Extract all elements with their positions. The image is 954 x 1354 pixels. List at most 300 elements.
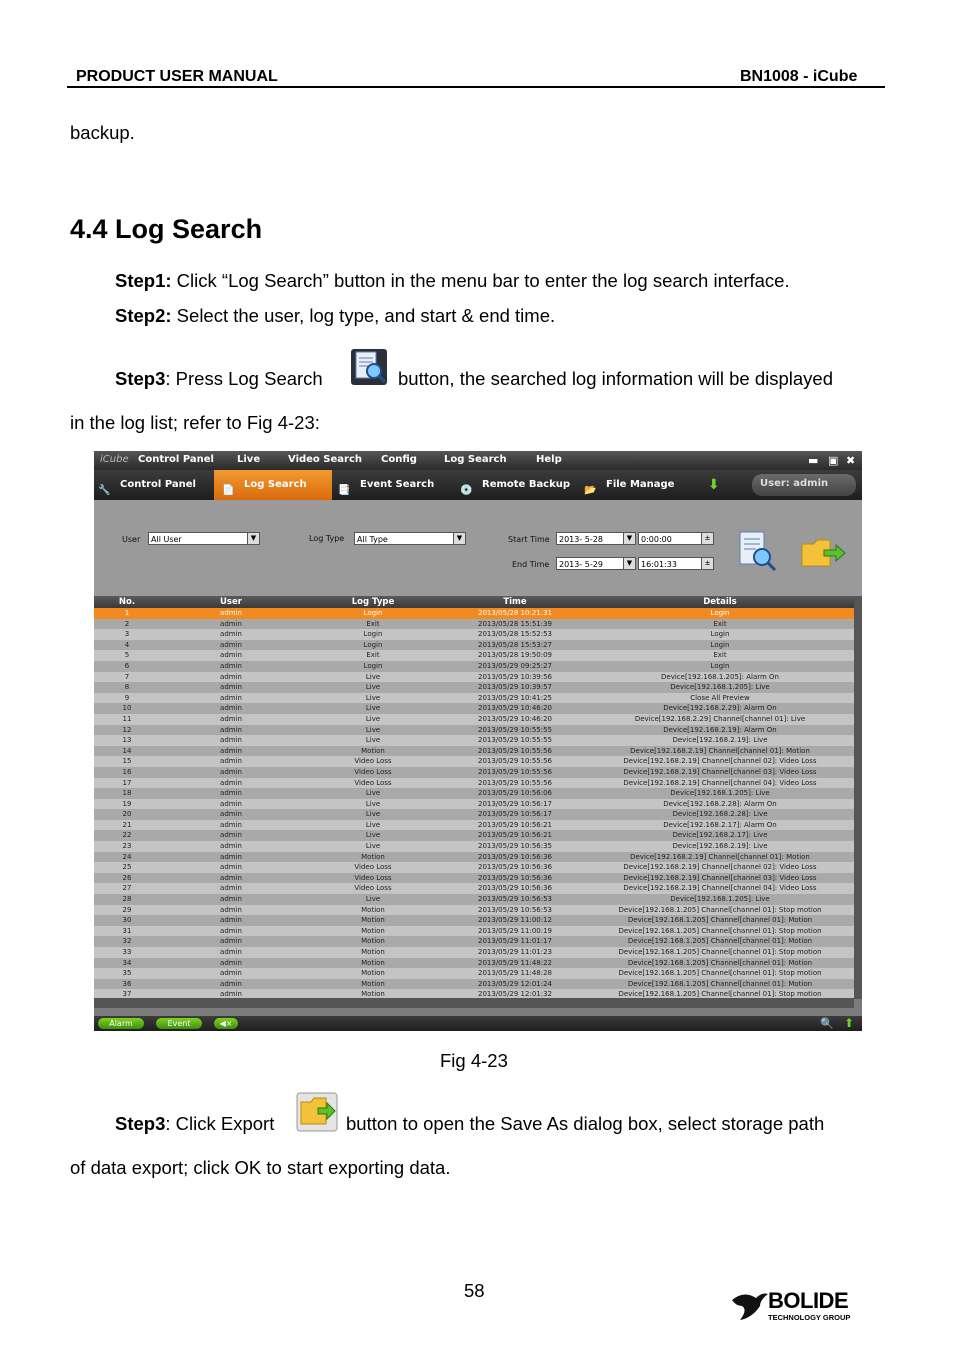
step3b-text-before: : Click Export xyxy=(165,1113,275,1134)
user-select[interactable] xyxy=(148,532,260,545)
chevron-down-icon: ▼ xyxy=(623,533,635,544)
cell-user: admin xyxy=(220,693,242,702)
maximize-icon[interactable]: ▣ xyxy=(828,454,839,467)
cell-log-type: Live xyxy=(365,789,381,798)
cell-no: 20 xyxy=(122,810,132,819)
cell-user: admin xyxy=(220,863,242,872)
cell-details: Login xyxy=(710,609,730,617)
cell-log-type: Live xyxy=(365,693,381,702)
cell-time: 2013/05/29 10:46:20 xyxy=(477,704,552,713)
table-row[interactable] xyxy=(94,968,854,979)
step2 xyxy=(115,305,555,327)
step1-text: Click “Log Search” button in the menu bar to enter the log search interface. xyxy=(171,270,790,291)
cell-time: 2013/05/29 10:56:17 xyxy=(477,810,552,819)
cell-user: admin xyxy=(220,736,242,745)
cell-details: Device[192.168.1.205] Channel[channel 01]: Stop motion xyxy=(618,926,822,935)
step1 xyxy=(115,270,790,292)
cell-time: 2013/05/29 10:41:25 xyxy=(477,693,552,702)
cell-time: 2013/05/29 09:25:27 xyxy=(477,661,552,670)
cell-no: 28 xyxy=(122,895,132,904)
cell-log-type: Live xyxy=(365,704,381,713)
cell-no: 18 xyxy=(122,789,132,798)
vertical-scrollbar[interactable] xyxy=(854,596,862,999)
cell-details: Device[192.168.1.205] Channel[channel 01]: Stop motion xyxy=(618,969,822,978)
cell-time: 2013/05/29 10:55:56 xyxy=(477,746,552,755)
cell-log-type: Login xyxy=(363,609,383,617)
cell-log-type: Motion xyxy=(361,958,385,967)
cell-no: 29 xyxy=(122,905,132,914)
table-row[interactable] xyxy=(94,830,854,841)
cell-log-type: Live xyxy=(365,820,381,829)
cell-time: 2013/05/29 11:01:23 xyxy=(477,948,552,956)
menu-help[interactable]: Help xyxy=(536,454,562,465)
cell-no: 4 xyxy=(124,640,130,649)
cell-details: Device[192.168.1.205]: Alarm On xyxy=(661,672,779,681)
cell-log-type: Exit xyxy=(366,651,380,660)
cell-user: admin xyxy=(220,937,242,946)
cell-user: admin xyxy=(220,810,242,819)
cell-no: 10 xyxy=(122,704,132,713)
cell-time: 2013/05/29 10:56:36 xyxy=(477,852,552,861)
cell-no: 32 xyxy=(122,937,132,946)
table-row[interactable] xyxy=(94,672,854,683)
close-icon[interactable]: ✖ xyxy=(846,454,856,467)
cell-user: admin xyxy=(220,651,242,660)
cell-time: 2013/05/29 10:39:57 xyxy=(477,683,552,692)
log-table-body xyxy=(94,608,854,998)
cell-log-type: Motion xyxy=(361,905,385,914)
start-time-label: Start Time xyxy=(508,535,550,544)
figure-caption: Fig 4-23 xyxy=(440,1050,508,1071)
cell-log-type: Motion xyxy=(361,969,385,978)
menu-live[interactable]: Live xyxy=(237,454,261,465)
table-row[interactable] xyxy=(94,809,854,820)
cell-time: 2013/05/29 10:56:36 xyxy=(477,863,552,872)
step3b-label: Step3 xyxy=(115,1113,166,1134)
cell-log-type: Video Loss xyxy=(354,863,392,872)
cell-user: admin xyxy=(220,842,242,851)
intro-text: backup. xyxy=(70,122,135,143)
cell-time: 2013/05/29 10:56:06 xyxy=(477,789,552,798)
cell-log-type: Live xyxy=(365,831,381,840)
cell-user: admin xyxy=(220,725,242,734)
table-row[interactable] xyxy=(94,735,854,746)
up-arrow-icon[interactable]: ⬆ xyxy=(844,1016,855,1030)
table-row[interactable] xyxy=(94,746,854,757)
col-details[interactable]: Details xyxy=(703,597,737,607)
table-row[interactable] xyxy=(94,862,854,873)
app-toolbar xyxy=(94,470,862,500)
cell-log-type: Motion xyxy=(361,979,385,988)
cell-user: admin xyxy=(220,640,242,649)
chevron-down-icon: ▼ xyxy=(247,533,259,544)
cell-details: Device[192.168.1.205] Channel[channel 01]: Stop motion xyxy=(618,990,822,998)
cell-user: admin xyxy=(220,799,242,808)
cell-user: admin xyxy=(220,778,242,787)
cell-details: Device[192.168.2.17]: Live xyxy=(672,831,768,840)
col-time[interactable]: Time xyxy=(503,597,527,607)
app-logo: iCube xyxy=(100,454,129,465)
cell-details: Device[192.168.2.19] Channel[channel 02]: Video Loss xyxy=(623,863,817,872)
menu-control-panel[interactable]: Control Panel xyxy=(138,454,214,465)
cell-log-type: Live xyxy=(365,714,381,723)
table-row[interactable] xyxy=(94,693,854,704)
cell-details: Login xyxy=(710,661,730,670)
toolbar-event-search[interactable] xyxy=(338,470,456,500)
cell-time: 2013/05/29 12:01:24 xyxy=(477,979,552,988)
cell-time: 2013/05/29 11:01:17 xyxy=(477,937,552,946)
cell-no: 12 xyxy=(122,725,132,734)
cell-user: admin xyxy=(220,630,242,639)
event-icon: 📑 xyxy=(338,485,351,496)
table-row[interactable] xyxy=(94,989,854,998)
cell-log-type: Video Loss xyxy=(354,778,392,787)
menu-config[interactable]: Config xyxy=(381,454,417,465)
cell-user: admin xyxy=(220,873,242,882)
cell-details: Device[192.168.2.19]: Live xyxy=(672,736,768,745)
cell-time: 2013/05/29 10:56:17 xyxy=(477,799,552,808)
cell-details: Device[192.168.2.19] Channel[channel 02]: Video Loss xyxy=(623,757,817,766)
cell-user: admin xyxy=(220,757,242,766)
horizontal-scrollbar[interactable] xyxy=(94,998,854,1008)
end-time-spinner[interactable] xyxy=(638,557,714,570)
spinner-icon: ± xyxy=(701,558,713,569)
logo-brand: BOLIDE xyxy=(768,1288,849,1313)
cell-details: Device[192.168.1.205] Channel[channel 01]: Motion xyxy=(627,937,813,946)
cell-no: 13 xyxy=(122,736,132,745)
user-filter-label: User xyxy=(122,535,141,544)
cell-log-type: Motion xyxy=(361,852,385,861)
chevron-down-icon: ▼ xyxy=(623,558,635,569)
cell-details: Device[192.168.1.205] Channel[channel 01]: Motion xyxy=(627,979,813,988)
header-left: PRODUCT USER MANUAL xyxy=(76,68,278,85)
cell-user: admin xyxy=(220,672,242,681)
step3b-continuation: of data export; click OK to start exporting data. xyxy=(70,1157,451,1178)
table-row[interactable] xyxy=(94,778,854,789)
cell-time: 2013/05/29 10:55:55 xyxy=(477,725,552,734)
cell-log-type: Motion xyxy=(361,746,385,755)
disc-icon: 💿 xyxy=(460,485,473,496)
table-row[interactable] xyxy=(94,841,854,852)
export-button[interactable] xyxy=(800,536,846,572)
cell-no: 5 xyxy=(124,651,130,660)
cell-time: 2013/05/29 10:56:36 xyxy=(477,873,552,882)
cell-time: 2013/05/29 10:56:21 xyxy=(477,820,552,829)
cell-no: 37 xyxy=(122,990,132,998)
cell-details: Device[192.168.2.17]: Alarm On xyxy=(663,820,777,829)
table-row[interactable] xyxy=(94,608,854,619)
cell-user: admin xyxy=(220,958,242,967)
cell-details: Login xyxy=(710,640,730,649)
cell-no: 19 xyxy=(122,799,132,808)
table-row[interactable] xyxy=(94,852,854,863)
export-icon xyxy=(296,1092,338,1132)
cell-user: admin xyxy=(220,704,242,713)
cell-user: admin xyxy=(220,895,242,904)
cell-no: 15 xyxy=(122,757,132,766)
logtype-select[interactable] xyxy=(354,532,466,545)
zoom-icon[interactable]: 🔍 xyxy=(820,1017,834,1030)
cell-user: admin xyxy=(220,926,242,935)
cell-details: Device[192.168.2.19] Channel[channel 03]: Video Loss xyxy=(623,873,817,882)
table-row[interactable] xyxy=(94,979,854,990)
log-table-header xyxy=(94,596,854,608)
cell-log-type: Live xyxy=(365,736,381,745)
start-date-value: 2013- 5-28 xyxy=(559,535,603,544)
logtype-select-value: All Type xyxy=(357,535,388,544)
toolbar-log-search[interactable] xyxy=(214,470,332,500)
table-row[interactable] xyxy=(94,905,854,916)
col-user[interactable]: User xyxy=(220,597,242,607)
header-right: BN1008 - iCube xyxy=(740,68,858,85)
cell-log-type: Live xyxy=(365,672,381,681)
step3-continuation: in the log list; refer to Fig 4-23: xyxy=(70,412,320,433)
step3-text-after: button, the searched log information will be displayed xyxy=(398,368,834,389)
cell-time: 2013/05/29 10:55:55 xyxy=(477,736,552,745)
cell-log-type: Motion xyxy=(361,948,385,956)
table-row[interactable] xyxy=(94,947,854,958)
table-row[interactable] xyxy=(94,926,854,937)
cell-no: 25 xyxy=(122,863,132,872)
cell-no: 17 xyxy=(122,778,132,787)
cell-no: 8 xyxy=(124,683,130,692)
header-rule xyxy=(67,86,885,88)
table-row[interactable] xyxy=(94,650,854,661)
cell-log-type: Motion xyxy=(361,937,385,946)
menu-log-search[interactable]: Log Search xyxy=(444,454,507,465)
cell-details: Device[192.168.2.19]: Alarm On xyxy=(663,725,777,734)
cell-log-type: Video Loss xyxy=(354,767,392,776)
log-icon: 📄 xyxy=(222,485,235,496)
cell-time: 2013/05/28 10:21:31 xyxy=(477,609,552,617)
cell-no: 24 xyxy=(122,852,132,861)
cell-no: 30 xyxy=(122,916,132,925)
cell-details: Device[192.168.2.19] Channel[channel 03]: Video Loss xyxy=(623,767,817,776)
cell-user: admin xyxy=(220,905,242,914)
cell-no: 16 xyxy=(122,767,132,776)
cell-time: 2013/05/29 10:56:53 xyxy=(477,905,552,914)
cell-time: 2013/05/28 15:53:27 xyxy=(477,640,552,649)
cell-details: Device[192.168.1.205]: Live xyxy=(670,895,770,904)
cell-user: admin xyxy=(220,820,242,829)
cell-log-type: Live xyxy=(365,895,381,904)
cell-no: 35 xyxy=(122,969,132,978)
step3b-text-after: button to open the Save As dialog box, select storage path xyxy=(346,1113,825,1134)
start-time-spinner[interactable] xyxy=(638,532,714,545)
cell-no: 23 xyxy=(122,842,132,851)
step3-label: Step3 xyxy=(115,368,166,389)
table-row[interactable] xyxy=(94,873,854,884)
cell-user: admin xyxy=(220,969,242,978)
cell-user: admin xyxy=(220,831,242,840)
cell-no: 9 xyxy=(124,693,130,702)
cell-no: 6 xyxy=(124,661,130,670)
toolbar-control-panel[interactable] xyxy=(94,470,216,500)
cell-time: 2013/05/28 19:50:09 xyxy=(477,651,552,660)
cell-user: admin xyxy=(220,990,242,998)
table-row[interactable] xyxy=(94,682,854,693)
cell-time: 2013/05/29 10:56:53 xyxy=(477,895,552,904)
cell-time: 2013/05/29 11:48:22 xyxy=(477,958,552,967)
end-time-label: End Time xyxy=(512,560,550,569)
step2-label: Step2: xyxy=(115,305,172,326)
cell-log-type: Motion xyxy=(361,926,385,935)
cell-no: 22 xyxy=(122,831,132,840)
cell-user: admin xyxy=(220,619,242,628)
table-row[interactable] xyxy=(94,629,854,640)
cell-no: 14 xyxy=(122,746,132,755)
cell-user: admin xyxy=(220,746,242,755)
app-statusbar xyxy=(94,1016,862,1031)
table-row[interactable] xyxy=(94,915,854,926)
cell-details: Exit xyxy=(713,651,727,660)
step3-text-before: : Press Log Search xyxy=(165,368,323,389)
table-row[interactable] xyxy=(94,640,854,651)
cell-no: 33 xyxy=(122,948,132,956)
cell-details: Device[192.168.2.19] Channel[channel 04]: Video Loss xyxy=(623,884,817,893)
table-row[interactable] xyxy=(94,619,854,630)
cell-log-type: Live xyxy=(365,842,381,851)
cell-no: 31 xyxy=(122,926,132,935)
table-row[interactable] xyxy=(94,703,854,714)
cell-log-type: Motion xyxy=(361,916,385,925)
table-row[interactable] xyxy=(94,767,854,778)
cell-user: admin xyxy=(220,683,242,692)
cell-time: 2013/05/29 10:46:20 xyxy=(477,714,552,723)
cell-user: admin xyxy=(220,979,242,988)
cell-time: 2013/05/29 11:48:28 xyxy=(477,969,552,978)
cell-details: Device[192.168.2.19] Channel[channel 04]: Video Loss xyxy=(623,778,817,787)
cell-time: 2013/05/29 10:56:35 xyxy=(477,842,552,851)
cell-log-type: Video Loss xyxy=(354,757,392,766)
table-row[interactable] xyxy=(94,714,854,725)
cell-user: admin xyxy=(220,948,242,956)
chevron-down-icon: ▼ xyxy=(453,533,465,544)
col-log-type[interactable]: Log Type xyxy=(351,597,395,607)
cell-time: 2013/05/29 10:55:56 xyxy=(477,778,552,787)
end-time-value: 16:01:33 xyxy=(641,560,677,569)
cell-no: 34 xyxy=(122,958,132,967)
cell-log-type: Live xyxy=(365,683,381,692)
mute-icon[interactable]: ◀× xyxy=(214,1018,238,1029)
cell-details: Device[192.168.1.205] Channel[channel 01]: Motion xyxy=(627,958,813,967)
cell-no: 21 xyxy=(122,820,132,829)
eagle-icon xyxy=(730,1288,770,1322)
cell-details: Device[192.168.2.28]: Live xyxy=(672,810,768,819)
cell-log-type: Live xyxy=(365,799,381,808)
cell-user: admin xyxy=(220,609,242,617)
event-button[interactable]: Event xyxy=(156,1018,202,1029)
cell-time: 2013/05/28 15:52:53 xyxy=(477,630,552,639)
page-number: 58 xyxy=(464,1280,485,1301)
cell-user: admin xyxy=(220,916,242,925)
table-row[interactable] xyxy=(94,756,854,767)
table-row[interactable] xyxy=(94,661,854,672)
menu-video-search[interactable]: Video Search xyxy=(288,454,362,465)
step3b xyxy=(115,1113,274,1135)
cell-details: Device[192.168.2.19] Channel[channel 01]: Motion xyxy=(630,746,810,755)
cell-no: 36 xyxy=(122,979,132,988)
toolbar-remote-backup[interactable] xyxy=(460,470,578,500)
cell-details: Exit xyxy=(713,619,727,628)
toolbar-log-search-label: Log Search xyxy=(244,479,307,490)
table-row[interactable] xyxy=(94,958,854,969)
col-no[interactable]: No. xyxy=(118,597,136,607)
table-row[interactable] xyxy=(94,936,854,947)
cell-user: admin xyxy=(220,789,242,798)
cell-details: Device[192.168.2.29]: Alarm On xyxy=(663,704,777,713)
cell-log-type: Motion xyxy=(361,990,385,998)
table-row[interactable] xyxy=(94,799,854,810)
start-date-picker[interactable] xyxy=(556,532,636,545)
cell-log-type: Live xyxy=(365,725,381,734)
cell-details: Device[192.168.2.19]: Live xyxy=(672,842,768,851)
cell-user: admin xyxy=(220,767,242,776)
cell-log-type: Exit xyxy=(366,619,380,628)
cell-time: 2013/05/29 10:55:56 xyxy=(477,757,552,766)
bolide-logo xyxy=(730,1288,880,1328)
table-row[interactable] xyxy=(94,788,854,799)
logo-sub: TECHNOLOGY GROUP xyxy=(768,1313,851,1322)
cell-log-type: Login xyxy=(363,630,383,639)
cell-no: 2 xyxy=(124,619,130,628)
cell-details: Login xyxy=(710,630,730,639)
user-indicator: User: admin xyxy=(752,474,856,496)
cell-time: 2013/05/29 11:00:12 xyxy=(477,916,552,925)
cell-user: admin xyxy=(220,661,242,670)
cell-log-type: Live xyxy=(365,810,381,819)
cell-details: Device[192.168.2.28]: Alarm On xyxy=(663,799,777,808)
cell-time: 2013/05/29 11:00:19 xyxy=(477,926,552,935)
cell-details: Device[192.168.1.205] Channel[channel 01]: Stop motion xyxy=(618,905,822,914)
cell-no: 11 xyxy=(122,714,132,723)
cell-user: admin xyxy=(220,852,242,861)
table-row[interactable] xyxy=(94,883,854,894)
cell-log-type: Login xyxy=(363,640,383,649)
cell-no: 27 xyxy=(122,884,132,893)
end-date-picker[interactable] xyxy=(556,557,636,570)
section-title: 4.4 Log Search xyxy=(70,214,263,244)
icube-screenshot xyxy=(94,451,862,1031)
step1-label: Step1: xyxy=(115,270,172,291)
alarm-button[interactable]: Alarm xyxy=(98,1018,144,1029)
table-row[interactable] xyxy=(94,725,854,736)
table-row[interactable] xyxy=(94,820,854,831)
cell-details: Device[192.168.1.205] Channel[channel 01]: Stop motion xyxy=(618,948,822,956)
log-search-button[interactable] xyxy=(736,530,778,576)
step3 xyxy=(115,368,323,390)
step2-text: Select the user, log type, and start & end time. xyxy=(171,305,556,326)
cell-user: admin xyxy=(220,884,242,893)
cell-details: Device[192.168.2.29] Channel[channel 01]: Live xyxy=(634,714,806,723)
toolbar-file-manage[interactable] xyxy=(584,470,702,500)
cell-details: Close All Preview xyxy=(690,693,750,702)
table-row[interactable] xyxy=(94,894,854,905)
cell-details: Device[192.168.1.205]: Live xyxy=(670,683,770,692)
minimize-icon[interactable]: ▬ xyxy=(808,454,819,467)
download-arrow-icon[interactable]: ⬇ xyxy=(708,477,720,493)
cell-no: 26 xyxy=(122,873,132,882)
toolbar-remote-backup-label: Remote Backup xyxy=(482,479,571,490)
end-date-value: 2013- 5-29 xyxy=(559,560,603,569)
toolbar-file-manage-label: File Manage xyxy=(606,479,675,490)
cell-time: 2013/05/29 12:01:32 xyxy=(477,990,552,998)
filter-panel xyxy=(94,500,862,596)
cell-details: Device[192.168.1.205] Channel[channel 01]: Motion xyxy=(627,916,813,925)
cell-time: 2013/05/29 10:39:56 xyxy=(477,672,552,681)
cell-details: Device[192.168.1.205]: Live xyxy=(670,789,770,798)
cell-log-type: Video Loss xyxy=(354,873,392,882)
